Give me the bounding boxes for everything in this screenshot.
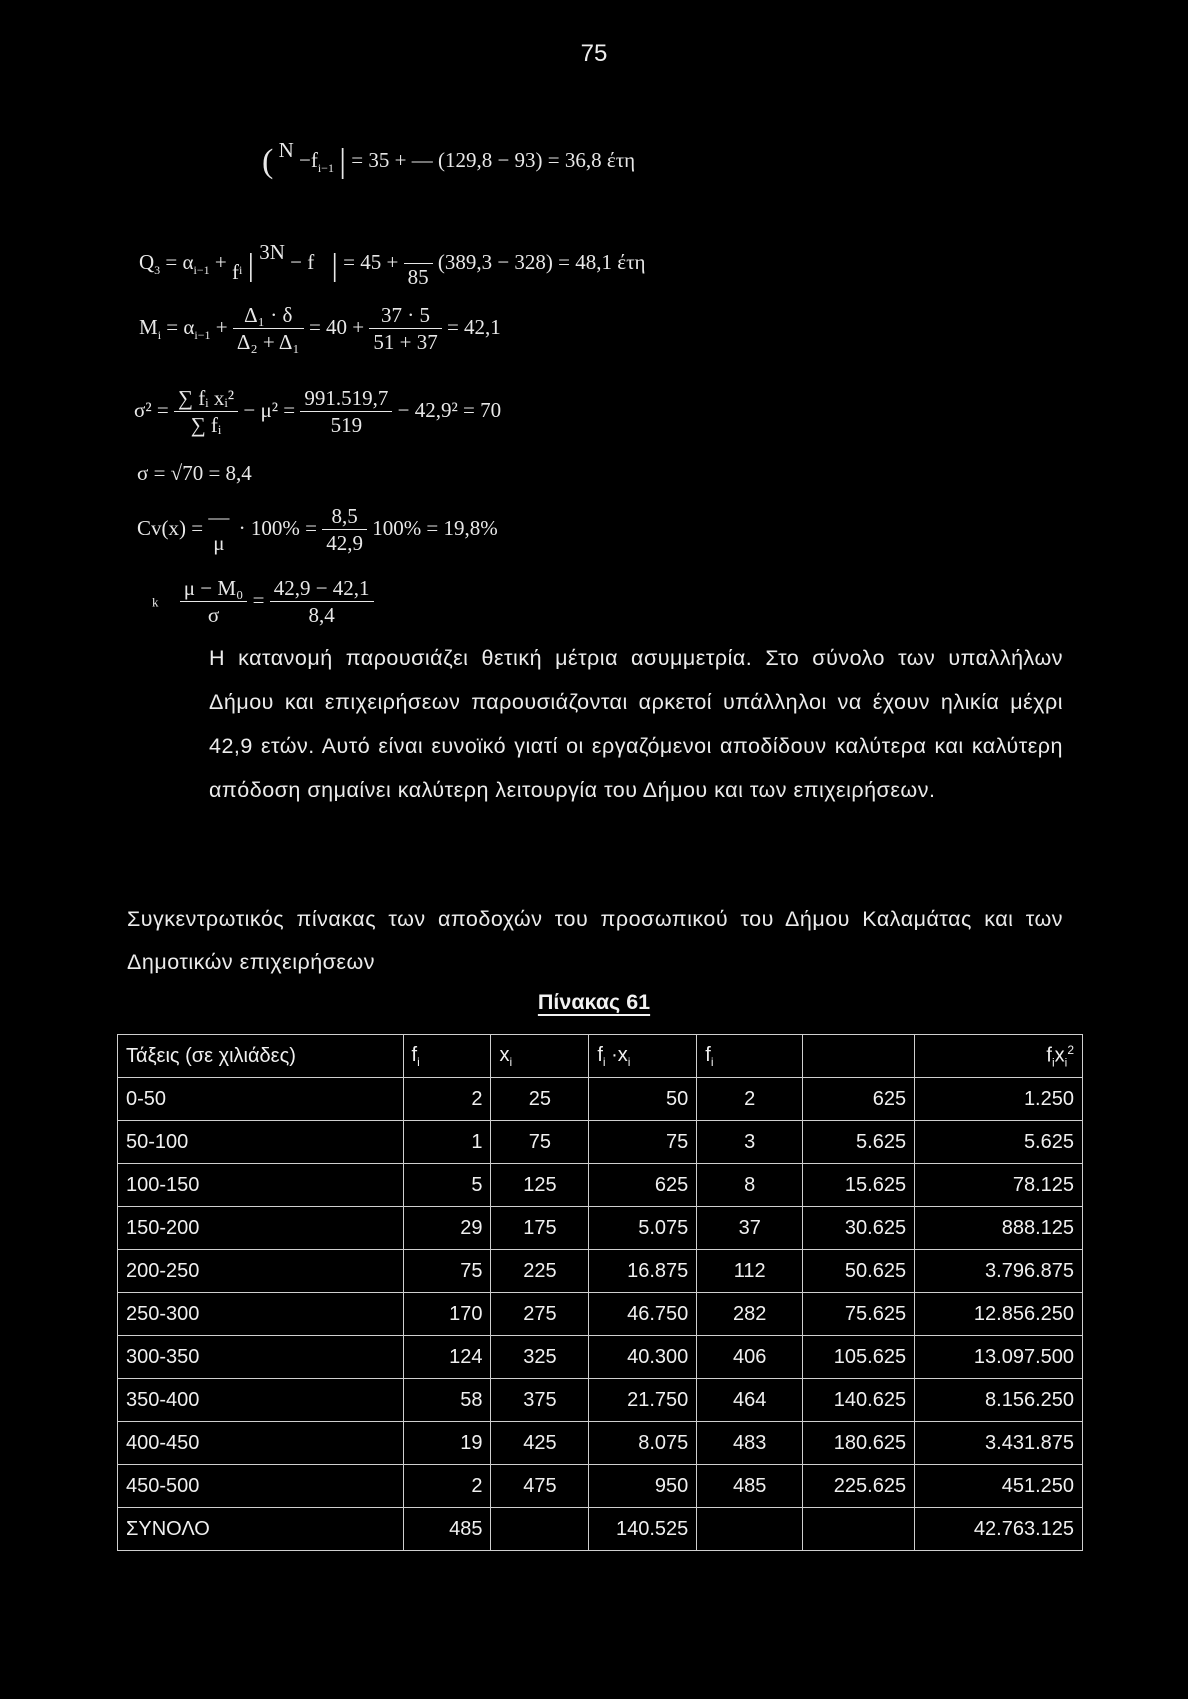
cell-fixi-squared: 888.125 bbox=[915, 1207, 1083, 1250]
header-fi: $f_i$ bbox=[403, 1035, 491, 1078]
skew-frac2 bbox=[270, 578, 374, 626]
cell-fixi: 140.525 bbox=[589, 1508, 697, 1551]
variance-frac2-num: 991.519,7 bbox=[300, 388, 392, 412]
cell-cum-fi: 37 bbox=[697, 1207, 803, 1250]
variance-frac1-den: ∑ fᵢ bbox=[190, 413, 222, 437]
variance-result: − 42,9² = 70 bbox=[397, 397, 502, 422]
cell-fixi-squared: 13.097.500 bbox=[915, 1336, 1083, 1379]
cell-xi: 25 bbox=[491, 1078, 589, 1121]
median-rhs: = 35 + — (129,8 − 93) = 36,8 έτη bbox=[351, 147, 636, 172]
cell-fi: 58 bbox=[403, 1379, 491, 1422]
cell-fi: 19 bbox=[403, 1422, 491, 1465]
q3-rhs-frac-den: 85 bbox=[407, 265, 429, 289]
cell-xi-squared: 140.625 bbox=[803, 1379, 915, 1422]
median-minus-sub: i−1 bbox=[317, 161, 334, 175]
cell-xi: 175 bbox=[491, 1207, 589, 1250]
cell-fixi-squared: 78.125 bbox=[915, 1164, 1083, 1207]
cv-frac2-num: 8,5 bbox=[322, 506, 367, 530]
cell-fixi-squared: 42.763.125 bbox=[915, 1508, 1083, 1551]
cell-fixi: 50 bbox=[589, 1078, 697, 1121]
cell-xi-squared: 50.625 bbox=[803, 1250, 915, 1293]
mode-plus: + bbox=[215, 314, 228, 339]
variance-lhs: σ² = bbox=[134, 397, 169, 422]
cell-class: 100-150 bbox=[118, 1164, 404, 1207]
cell-fi: 75 bbox=[403, 1250, 491, 1293]
q3-rhs-prefix: = 45 + bbox=[343, 249, 399, 274]
cell-cum-fi: 485 bbox=[697, 1465, 803, 1508]
cell-cum-fi bbox=[697, 1508, 803, 1551]
cell-fi: 2 bbox=[403, 1465, 491, 1508]
cell-fixi: 5.075 bbox=[589, 1207, 697, 1250]
cell-class: 200-250 bbox=[118, 1250, 404, 1293]
cell-fi: 170 bbox=[403, 1293, 491, 1336]
table-row bbox=[118, 1121, 1083, 1164]
variance-frac1-num: ∑ fᵢ xᵢ² bbox=[174, 388, 238, 412]
table-row bbox=[118, 1465, 1083, 1508]
cv-lhs: Cv(x) = bbox=[137, 515, 204, 540]
cell-xi: 225 bbox=[491, 1250, 589, 1293]
cell-cum-fi: 464 bbox=[697, 1379, 803, 1422]
cell-class: 50-100 bbox=[118, 1121, 404, 1164]
q3-eq: = α bbox=[165, 249, 194, 274]
q3-lhs-sub: 3 bbox=[154, 263, 161, 277]
cell-xi: 425 bbox=[491, 1422, 589, 1465]
cv-mid: · 100% = bbox=[238, 515, 317, 540]
variance-frac2-den: 519 bbox=[330, 413, 363, 437]
cell-fixi-squared: 8.156.250 bbox=[915, 1379, 1083, 1422]
q3-paren-top: 3N bbox=[259, 239, 285, 264]
cell-xi-squared: 625 bbox=[803, 1078, 915, 1121]
q3-minus-term: − f bbox=[290, 249, 315, 274]
cell-fixi: 950 bbox=[589, 1465, 697, 1508]
cell-fixi: 625 bbox=[589, 1164, 697, 1207]
mode-formula bbox=[139, 305, 501, 353]
cell-cum-fi: 112 bbox=[697, 1250, 803, 1293]
median-formula: ( $N -f_{i-1}$ | = 35 + — (129,8 − 93) = 36,8 έτη bbox=[262, 137, 636, 180]
cell-cum-fi: 282 bbox=[697, 1293, 803, 1336]
cell-fi: 5 bbox=[403, 1164, 491, 1207]
skew-lhs: k bbox=[152, 594, 159, 610]
skew-frac2-den: 8,4 bbox=[308, 603, 335, 627]
variance-frac1 bbox=[174, 388, 238, 436]
cv-result: 100% = 19,8% bbox=[372, 515, 498, 540]
table-row bbox=[118, 1078, 1083, 1121]
cell-xi-squared: 75.625 bbox=[803, 1293, 915, 1336]
cell-xi: 125 bbox=[491, 1164, 589, 1207]
q3-eq-sub: i−1 bbox=[193, 263, 210, 277]
q3-formula: $Q_3 = \alpha_{i-1} + f_i$ | 3N − f | = 45 + 85 (389,3 − 328) = 48,1 έτη bbox=[139, 239, 646, 289]
cell-xi: 375 bbox=[491, 1379, 589, 1422]
cell-fixi-squared: 451.250 bbox=[915, 1465, 1083, 1508]
skew-frac2-num: 42,9 − 42,1 bbox=[270, 578, 374, 602]
cell-fi: 29 bbox=[403, 1207, 491, 1250]
table-row bbox=[118, 1379, 1083, 1422]
table-title bbox=[0, 990, 1188, 1015]
table-header-row bbox=[118, 1035, 1083, 1078]
mode-frac2 bbox=[369, 305, 441, 353]
cell-class: 350-400 bbox=[118, 1379, 404, 1422]
skew-frac1-num: μ − M₀ bbox=[180, 578, 248, 602]
header-cumulative-fi: $f_i$ bbox=[697, 1035, 803, 1078]
page-number: 75 bbox=[580, 40, 608, 67]
mode-lhs-sub: i bbox=[157, 328, 162, 342]
table-row bbox=[118, 1207, 1083, 1250]
header-blank bbox=[803, 1035, 915, 1078]
skew-eq: = bbox=[252, 587, 265, 612]
mode-lhs: M bbox=[139, 314, 158, 339]
cell-cum-fi: 406 bbox=[697, 1336, 803, 1379]
variance-minus-mu: − μ² = bbox=[243, 397, 296, 422]
cell-fi: 124 bbox=[403, 1336, 491, 1379]
skew-frac1 bbox=[180, 578, 248, 626]
cv-frac1-den: μ bbox=[213, 530, 225, 555]
mode-frac2-num: 37 · 5 bbox=[369, 305, 441, 329]
header-fixi2: $f_ix_i^2$ bbox=[915, 1035, 1083, 1078]
cell-cum-fi: 483 bbox=[697, 1422, 803, 1465]
q3-lhs: Q bbox=[139, 249, 155, 274]
cell-fi: 2 bbox=[403, 1078, 491, 1121]
median-paren-top: N bbox=[278, 137, 294, 162]
q3-f-label: f bbox=[231, 259, 239, 284]
q3-rhs-frac bbox=[404, 240, 433, 288]
cell-xi-squared: 15.625 bbox=[803, 1164, 915, 1207]
cell-fixi: 75 bbox=[589, 1121, 697, 1164]
variance-formula bbox=[134, 388, 501, 436]
mode-frac1-den: Δ₂ + Δ₁ bbox=[236, 330, 300, 354]
table-caption: Συγκεντρωτικός πίνακας των αποδοχών του προσωπικού του Δήμου Καλαμάτας και των Δημοτικών επιχειρήσεων bbox=[127, 907, 1063, 974]
cell-cum-fi: 2 bbox=[697, 1078, 803, 1121]
cell-xi: 325 bbox=[491, 1336, 589, 1379]
cell-xi: 275 bbox=[491, 1293, 589, 1336]
mode-frac2-den: 51 + 37 bbox=[373, 330, 438, 354]
cell-xi-squared: 225.625 bbox=[803, 1465, 915, 1508]
cell-xi-squared bbox=[803, 1508, 915, 1551]
cell-fixi-squared: 1.250 bbox=[915, 1078, 1083, 1121]
cv-frac1-num: — bbox=[208, 504, 230, 529]
mode-eq: = α bbox=[166, 314, 195, 339]
conclusion-paragraph: Η κατανομή παρουσιάζει θετική μέτρια ασυμμετρία. Στο σύνολο των υπαλλήλων Δήμου και επιχειρήσεων παρουσιάζονται αρκετοί υπάλληλοι να έχουν ηλικία μέχρι 42,9 ετών. Αυτό είναι ευνοϊκό γιατί οι εργαζόμενοι αποδίδουν καλύτερα και καλύτερη απόδοση σημαίνει καλύτερη λειτουργία του Δήμου και των επιχειρήσεων. bbox=[209, 646, 1063, 802]
cell-class: 0-50 bbox=[118, 1078, 404, 1121]
cell-xi: 475 bbox=[491, 1465, 589, 1508]
cv-frac2 bbox=[322, 506, 367, 554]
cell-fi: 485 bbox=[403, 1508, 491, 1551]
cv-formula bbox=[137, 506, 498, 554]
cell-fixi-squared: 12.856.250 bbox=[915, 1293, 1083, 1336]
table-row bbox=[118, 1422, 1083, 1465]
cell-cum-fi: 3 bbox=[697, 1121, 803, 1164]
cell-fixi: 46.750 bbox=[589, 1293, 697, 1336]
cell-fixi-squared: 3.796.875 bbox=[915, 1250, 1083, 1293]
cell-class: 300-350 bbox=[118, 1336, 404, 1379]
cell-fixi: 8.075 bbox=[589, 1422, 697, 1465]
table-title-text: Πίνακας 61 bbox=[537, 990, 651, 1014]
cell-fixi: 40.300 bbox=[589, 1336, 697, 1379]
header-classes: Τάξεις (σε χιλιάδες) bbox=[118, 1035, 404, 1078]
skewness-formula bbox=[152, 578, 374, 626]
cell-class: 400-450 bbox=[118, 1422, 404, 1465]
cell-cum-fi: 8 bbox=[697, 1164, 803, 1207]
cell-fixi-squared: 5.625 bbox=[915, 1121, 1083, 1164]
q3-rhs-suffix: (389,3 − 328) = 48,1 έτη bbox=[437, 249, 646, 274]
cell-class: ΣΥΝΟΛΟ bbox=[118, 1508, 404, 1551]
cell-fixi-squared: 3.431.875 bbox=[915, 1422, 1083, 1465]
cell-xi-squared: 180.625 bbox=[803, 1422, 915, 1465]
cell-xi-squared: 30.625 bbox=[803, 1207, 915, 1250]
header-fixi: $f_i \cdot x_i$ bbox=[589, 1035, 697, 1078]
cv-frac2-den: 42,9 bbox=[326, 531, 363, 555]
skew-frac1-den: σ bbox=[207, 603, 220, 627]
mode-frac1 bbox=[233, 305, 304, 353]
cell-fi: 1 bbox=[403, 1121, 491, 1164]
earnings-table bbox=[117, 1034, 1083, 1551]
cell-xi-squared: 105.625 bbox=[803, 1336, 915, 1379]
table-row bbox=[118, 1508, 1083, 1551]
mode-eq-sub: i−1 bbox=[194, 328, 211, 342]
q3-plus: + bbox=[214, 249, 227, 274]
cell-xi-squared: 5.625 bbox=[803, 1121, 915, 1164]
cv-frac1 bbox=[204, 504, 233, 555]
cell-class: 250-300 bbox=[118, 1293, 404, 1336]
mode-mid: = 40 + bbox=[308, 314, 365, 339]
table-row bbox=[118, 1250, 1083, 1293]
table-row bbox=[118, 1293, 1083, 1336]
median-minus-term: −f bbox=[299, 147, 318, 172]
table-row bbox=[118, 1336, 1083, 1379]
variance-frac2 bbox=[300, 388, 392, 436]
cell-class: 150-200 bbox=[118, 1207, 404, 1250]
cell-xi: 75 bbox=[491, 1121, 589, 1164]
cell-fixi: 16.875 bbox=[589, 1250, 697, 1293]
header-xi: $x_i$ bbox=[491, 1035, 589, 1078]
table-row bbox=[118, 1164, 1083, 1207]
mode-frac1-num: Δ₁ · δ bbox=[233, 305, 304, 329]
q3-f-sub: i bbox=[238, 263, 243, 277]
cell-xi bbox=[491, 1508, 589, 1551]
mode-result: = 42,1 bbox=[446, 314, 501, 339]
cell-class: 450-500 bbox=[118, 1465, 404, 1508]
cell-fixi: 21.750 bbox=[589, 1379, 697, 1422]
sigma-formula: σ = √70 = 8,4 bbox=[137, 461, 252, 485]
